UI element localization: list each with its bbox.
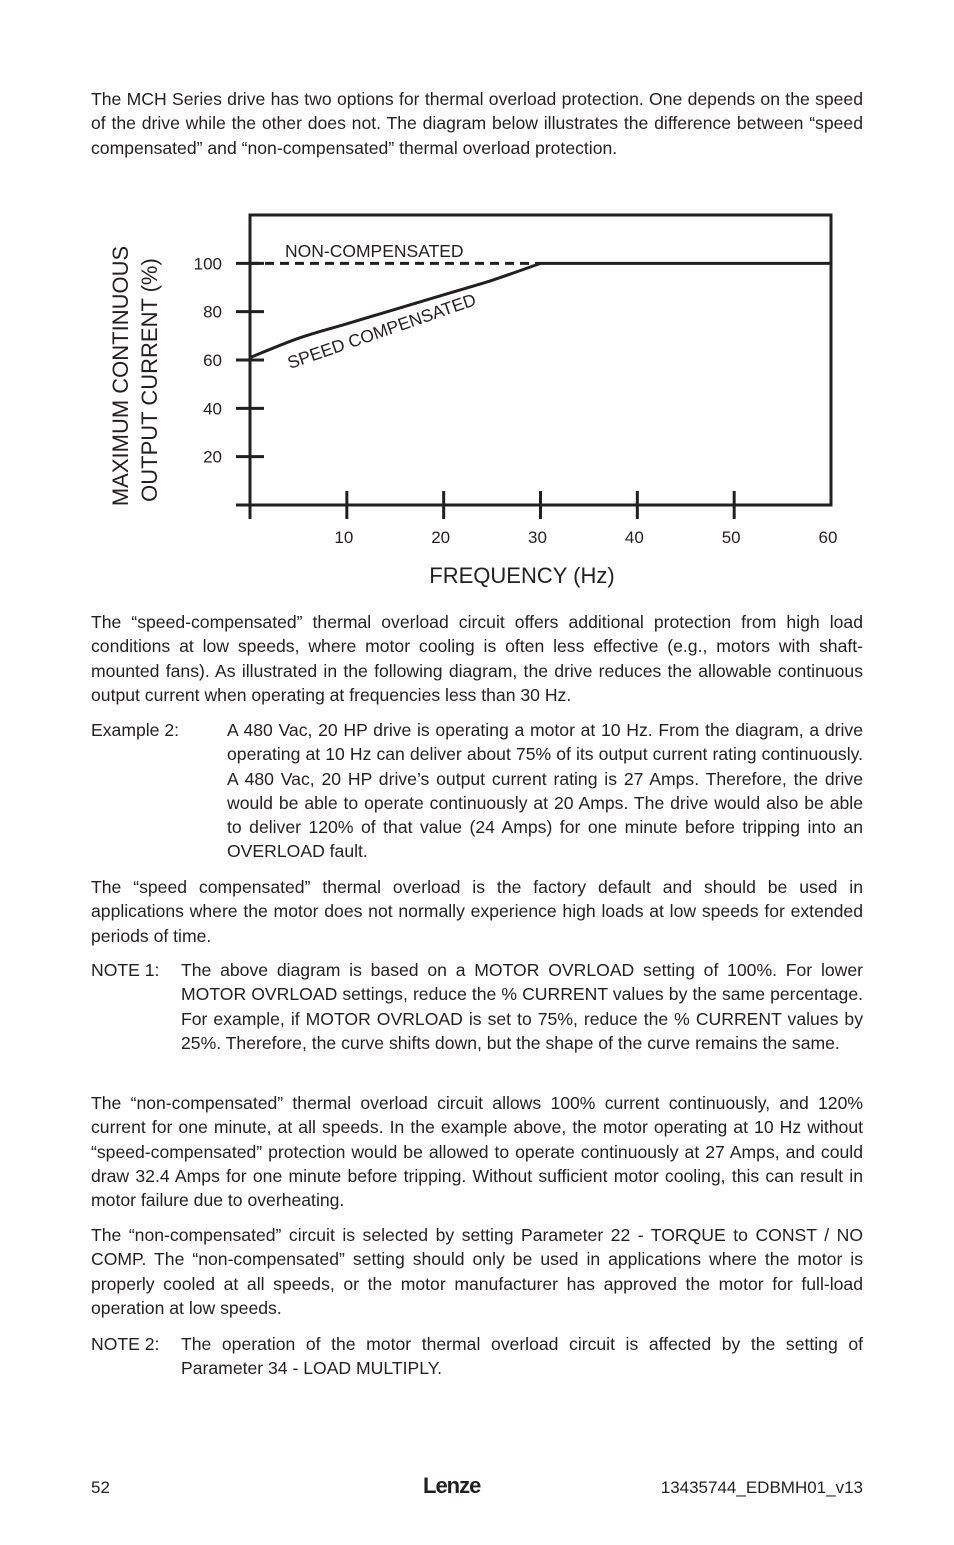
speed-compensated-curve: [250, 263, 541, 357]
note-1: [91, 958, 863, 1082]
non-compensated-label: NON-COMPENSATED: [285, 241, 464, 261]
intro-paragraph: The MCH Series drive has two options for thermal overload protection. One depends on the speed of the drive while the other does not. The diagram below illustrates the difference between “speed compensated” and “non-compensated” thermal overload protection.: [91, 89, 863, 158]
example-2: [91, 718, 863, 866]
selection-paragraph: The “non-compensated” circuit is selected by setting Parameter 22 - TORQUE to CONST / NO COMP. The “non-compensated” setting should only be used in applications where the motor is properly cooled at all speeds, or the motor manufacturer has approved the motor for full-load operation at low speeds.: [91, 1225, 863, 1318]
y-axis-title-line1: MAXIMUM CONTINUOUS: [108, 245, 133, 507]
y-tick-label: 100: [193, 254, 222, 274]
note-2-label: NOTE 2:: [91, 1334, 160, 1354]
document-id: 13435744_EDBMH01_v13: [660, 1478, 863, 1497]
x-tick-label: 30: [528, 528, 547, 547]
speed-compensated-label: SPEED COMPENSATED: [284, 289, 479, 373]
overload-chart: [91, 205, 863, 605]
page-number: 52: [91, 1478, 110, 1497]
y-tick-label: 80: [203, 302, 222, 322]
note-2-text: The operation of the motor thermal overload circuit is affected by the setting of Parameter 34 - LOAD MULTIPLY.: [181, 1334, 863, 1379]
y-tick-label: 60: [203, 351, 222, 370]
example-2-text: A 480 Vac, 20 HP drive is operating a motor at 10 Hz. From the diagram, a drive operating at 10 Hz can deliver about 75% of its output current rating continuously. A 480 Vac, 20 HP drive’s output current rating is 27 Amps. Therefore, the drive would be able to operate continuously at 20 Amps. The drive would also be able to deliver 120% of that value (24 Amps) for one minute before tripping into an OVERLOAD fault.: [227, 720, 863, 862]
factory-default-paragraph: The “speed compensated” thermal overload is the factory default and should be used in applications where the motor does not normally experience high loads at low speeds for extended periods of time.: [91, 877, 863, 946]
speed-compensated-paragraph: The “speed-compensated” thermal overload circuit offers additional protection from high load conditions at low speeds, where motor cooling is often less effective (e.g., motors with shaft-mounted fans). As illustrated in the following diagram, the drive reduces the allowable continuous output current when operating at frequencies less than 30 Hz.: [91, 612, 863, 705]
x-tick-label: 20: [431, 528, 451, 547]
x-tick-label: 60: [818, 528, 838, 547]
x-axis-ticks: [250, 491, 837, 547]
x-tick-label: 50: [721, 528, 741, 547]
lenze-logo: Lenze: [423, 1473, 481, 1498]
note-2: [91, 1332, 863, 1382]
x-tick-label: 10: [334, 528, 354, 547]
note-1-text: The above diagram is based on a MOTOR OVRLOAD setting of 100%. For lower MOTOR OVRLOAD settings, reduce the % CURRENT values by the same percentage. For example, if MOTOR OVRLOAD is set to 75%, reduce the % CURRENT values by 25%. Therefore, the curve shifts down, but the shape of the curve remains the same.: [181, 960, 863, 1053]
x-axis-title: FREQUENCY (Hz): [429, 563, 615, 588]
y-tick-label: 40: [203, 399, 222, 419]
note-1-label: NOTE 1:: [91, 960, 160, 980]
y-axis-ticks: [194, 254, 264, 505]
x-tick-label: 40: [624, 528, 644, 547]
y-tick-label: 20: [203, 447, 222, 467]
example-2-label: Example 2:: [91, 720, 180, 740]
non-compensated-paragraph: The “non-compensated” thermal overload circuit allows 100% current continuously, and 120% current for one minute, at all speeds. In the example above, the motor operating at 10 Hz without “speed-compensated” protection would be allowed to operate continuously at 27 Amps, and could draw 32.4 Amps for one minute before tripping. Without sufficient motor cooling, this can result in motor failure due to overheating.: [91, 1093, 863, 1211]
y-axis-title-line2: OUTPUT CURRENT (%): [137, 258, 162, 502]
